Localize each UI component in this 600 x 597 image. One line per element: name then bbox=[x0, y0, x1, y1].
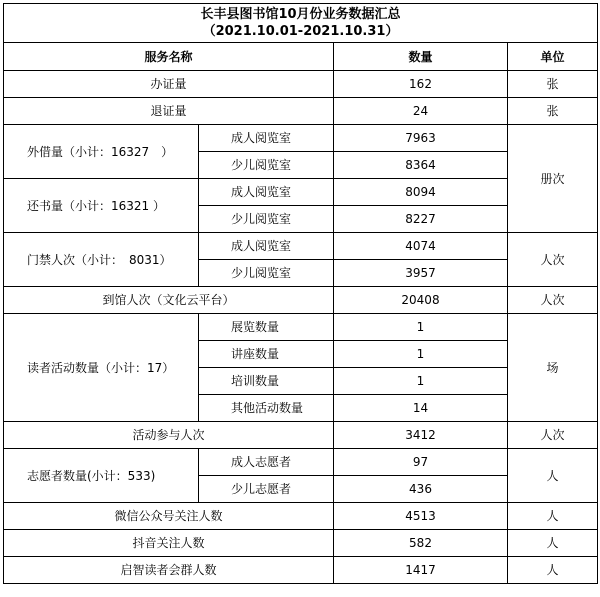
row-label: 到馆人次（文化云平台） bbox=[4, 287, 334, 314]
row-quantity: 7963 bbox=[334, 125, 508, 152]
row-quantity: 4513 bbox=[334, 503, 508, 530]
group-unit-events: 场 bbox=[508, 314, 598, 422]
report-title: 长丰县图书馆10月份业务数据汇总 bbox=[200, 7, 401, 22]
sub-label: 讲座数量 bbox=[199, 341, 334, 368]
row-label: 活动参与人次 bbox=[4, 422, 334, 449]
sub-label: 少儿志愿者 bbox=[199, 476, 334, 503]
sub-label: 成人阅览室 bbox=[199, 125, 334, 152]
table-row bbox=[4, 422, 598, 449]
row-unit: 人次 bbox=[508, 422, 598, 449]
row-unit: 人 bbox=[508, 530, 598, 557]
sub-label: 少儿阅览室 bbox=[199, 206, 334, 233]
row-quantity: 1 bbox=[334, 368, 508, 395]
row-quantity: 8094 bbox=[334, 179, 508, 206]
row-quantity: 4074 bbox=[334, 233, 508, 260]
group-unit-visits: 人次 bbox=[508, 233, 598, 287]
row-quantity: 24 bbox=[334, 98, 508, 125]
row-quantity: 1417 bbox=[334, 557, 508, 584]
sub-label: 展览数量 bbox=[199, 314, 334, 341]
group-label-loans: 外借量（小计：16327 ） bbox=[4, 125, 199, 179]
sub-label: 少儿阅览室 bbox=[199, 260, 334, 287]
sub-label: 培训数量 bbox=[199, 368, 334, 395]
row-unit: 张 bbox=[508, 71, 598, 98]
row-unit: 张 bbox=[508, 98, 598, 125]
row-unit: 人 bbox=[508, 503, 598, 530]
row-label: 退证量 bbox=[4, 98, 334, 125]
sub-label: 少儿阅览室 bbox=[199, 152, 334, 179]
sub-label: 成人志愿者 bbox=[199, 449, 334, 476]
group-label-activities: 读者活动数量（小计：17） bbox=[4, 314, 199, 422]
row-quantity: 1 bbox=[334, 341, 508, 368]
group-label-returns: 还书量（小计：16321 ） bbox=[4, 179, 199, 233]
row-quantity: 3412 bbox=[334, 422, 508, 449]
row-label: 启智读者会群人数 bbox=[4, 557, 334, 584]
row-label: 办证量 bbox=[4, 71, 334, 98]
table-row bbox=[4, 503, 598, 530]
column-header-row bbox=[4, 43, 598, 71]
row-quantity: 14 bbox=[334, 395, 508, 422]
report-title-cell bbox=[4, 4, 598, 43]
data-summary-table bbox=[3, 3, 598, 584]
table-row bbox=[4, 125, 598, 152]
table-row bbox=[4, 557, 598, 584]
row-quantity: 8364 bbox=[334, 152, 508, 179]
table-row bbox=[4, 314, 598, 341]
row-label: 微信公众号关注人数 bbox=[4, 503, 334, 530]
table-row bbox=[4, 287, 598, 314]
group-label-volunteers: 志愿者数量(小计：533) bbox=[4, 449, 199, 503]
row-quantity: 582 bbox=[334, 530, 508, 557]
row-quantity: 436 bbox=[334, 476, 508, 503]
sub-label: 成人阅览室 bbox=[199, 179, 334, 206]
row-quantity: 3957 bbox=[334, 260, 508, 287]
table-row bbox=[4, 530, 598, 557]
header-unit: 单位 bbox=[508, 43, 598, 71]
group-unit-books: 册次 bbox=[508, 125, 598, 233]
table-row bbox=[4, 449, 598, 476]
row-quantity: 162 bbox=[334, 71, 508, 98]
sub-label: 成人阅览室 bbox=[199, 233, 334, 260]
row-label: 抖音关注人数 bbox=[4, 530, 334, 557]
table-row bbox=[4, 71, 598, 98]
header-quantity: 数量 bbox=[334, 43, 508, 71]
group-unit-people: 人 bbox=[508, 449, 598, 503]
row-quantity: 20408 bbox=[334, 287, 508, 314]
row-quantity: 1 bbox=[334, 314, 508, 341]
row-unit: 人次 bbox=[508, 287, 598, 314]
row-unit: 人 bbox=[508, 557, 598, 584]
row-quantity: 8227 bbox=[334, 206, 508, 233]
report-date-range: （2021.10.01-2021.10.31） bbox=[202, 24, 399, 39]
sub-label: 其他活动数量 bbox=[199, 395, 334, 422]
table-row bbox=[4, 98, 598, 125]
group-label-gate-visits: 门禁人次（小计： 8031） bbox=[4, 233, 199, 287]
row-quantity: 97 bbox=[334, 449, 508, 476]
title-row bbox=[4, 4, 598, 43]
table-row bbox=[4, 233, 598, 260]
header-service-name: 服务名称 bbox=[4, 43, 334, 71]
